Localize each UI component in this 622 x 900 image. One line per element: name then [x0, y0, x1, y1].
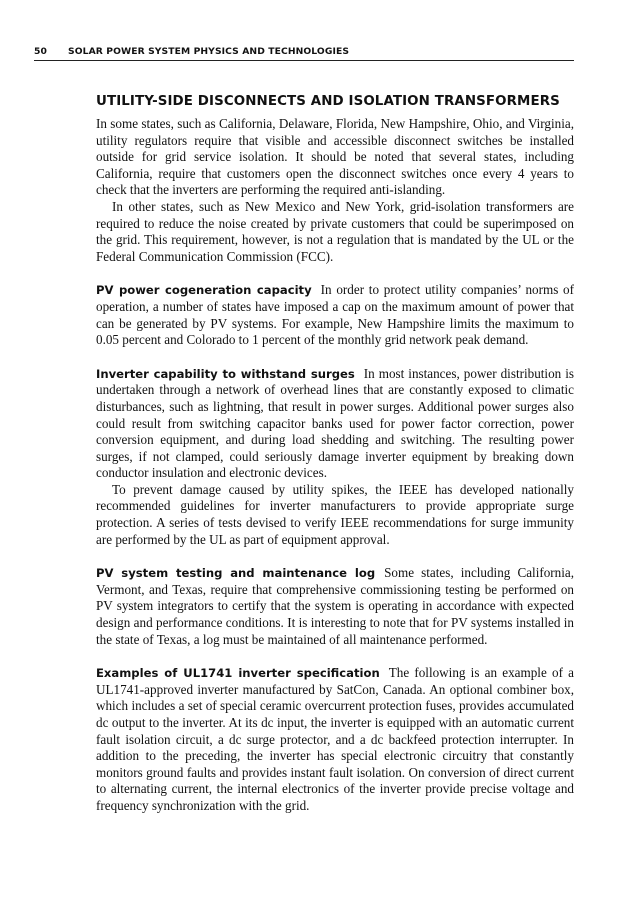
subsection-heading-testing-log: PV system testing and maintenance log — [96, 566, 376, 581]
subsection-heading-ul1741: Examples of UL1741 inverter specification — [96, 666, 380, 681]
subsection-testing-log — [96, 565, 574, 648]
page-body — [96, 93, 574, 815]
section-paragraph-2: In other states, such as New Mexico and New York, grid-isolation transformers are required to reduce the noise created by private customers that could be superimposed on the grid. This requirement, however, is not a regulation that is mandated by the UL or the Federal Communication Commission (FCC). — [96, 198, 574, 264]
section-title: UTILITY-SIDE DISCONNECTS AND ISOLATION TRANSFORMERS — [96, 94, 560, 109]
subsection-cogeneration — [96, 282, 574, 348]
subsection-surges — [96, 366, 574, 482]
book-title: SOLAR POWER SYSTEM PHYSICS AND TECHNOLOGIES — [68, 46, 350, 57]
subsection-text-cogeneration: In order to protect utility companies’ norms of operation, a number of states have imposed a cap on the maximum amount of power that can be generated by PV systems. For example, New Hampshire limits the maximum to 0.05 percent and Colorado to 1 percent of the monthly grid network peak demand. — [96, 282, 574, 348]
subsection-ul1741 — [96, 665, 574, 814]
subsection-heading-surges: Inverter capability to withstand surges — [96, 366, 355, 381]
subsection-heading-cogeneration: PV power cogeneration capacity — [96, 283, 312, 298]
section-paragraph-1: In some states, such as California, Delaware, Florida, New Hampshire, Ohio, and Virginia, utility regulators require that visible and accessible disconnect switches be installed outside for grid service isolation. It should be noted that several states, including California, require that customers open the disconnect switches once every 4 years to check that the inverters are performing the required anti-islanding. — [96, 116, 574, 198]
running-head — [34, 44, 574, 61]
subsection-text-surges: In most instances, power distribution is undertaken through a network of overhead lines that are constantly exposed to climatic disturbances, such as lightning, that result in power surges. Additional power surges also could result from switching capacitor banks used for power factor correction, power conversion equipment, and during load shedding and switching. The resulting power surges, if not clamped, could seriously damage inverter equipment by breaking down conductor insulation and electronic devices. — [96, 365, 574, 481]
subsection-text-ul1741: The following is an example of a UL1741-approved inverter manufactured by SatCon, Canada. An optional combiner box, which includes a set of special ceramic overcurrent protection fuses, provides accumulated dc output to the inverter. At its dc input, the inverter is equipped with an automatic current fault isolation circuit, a dc surge protector, and a dc backfeed protection interrupter. In addition to the preceding, the inverter has special electronic circuitry that constantly monitors ground faults and provides instant fault isolation. On conversion of direct current to alternating current, the internal electronics of the inverter provide precise voltage and frequency synchronization with the grid. — [96, 665, 574, 813]
subsection-surges-paragraph-2: To prevent damage caused by utility spikes, the IEEE has developed nationally recommended guidelines for inverter manufacturers to provide appropriate surge protection. A series of tests devised to verify IEEE recommendations for surge immunity are performed by the UL as part of equipment approval. — [96, 481, 574, 547]
subsection-text-testing-log: Some states, including California, Vermont, and Texas, require that comprehensive commissioning testing be performed on PV system integrators to certify that the system is operating in accordance with expected design and performance conditions. It is interesting to note that for PV systems installed in the state of Texas, a log must be maintained of all maintenance performed. — [96, 565, 575, 647]
page-number: 50 — [34, 46, 47, 57]
